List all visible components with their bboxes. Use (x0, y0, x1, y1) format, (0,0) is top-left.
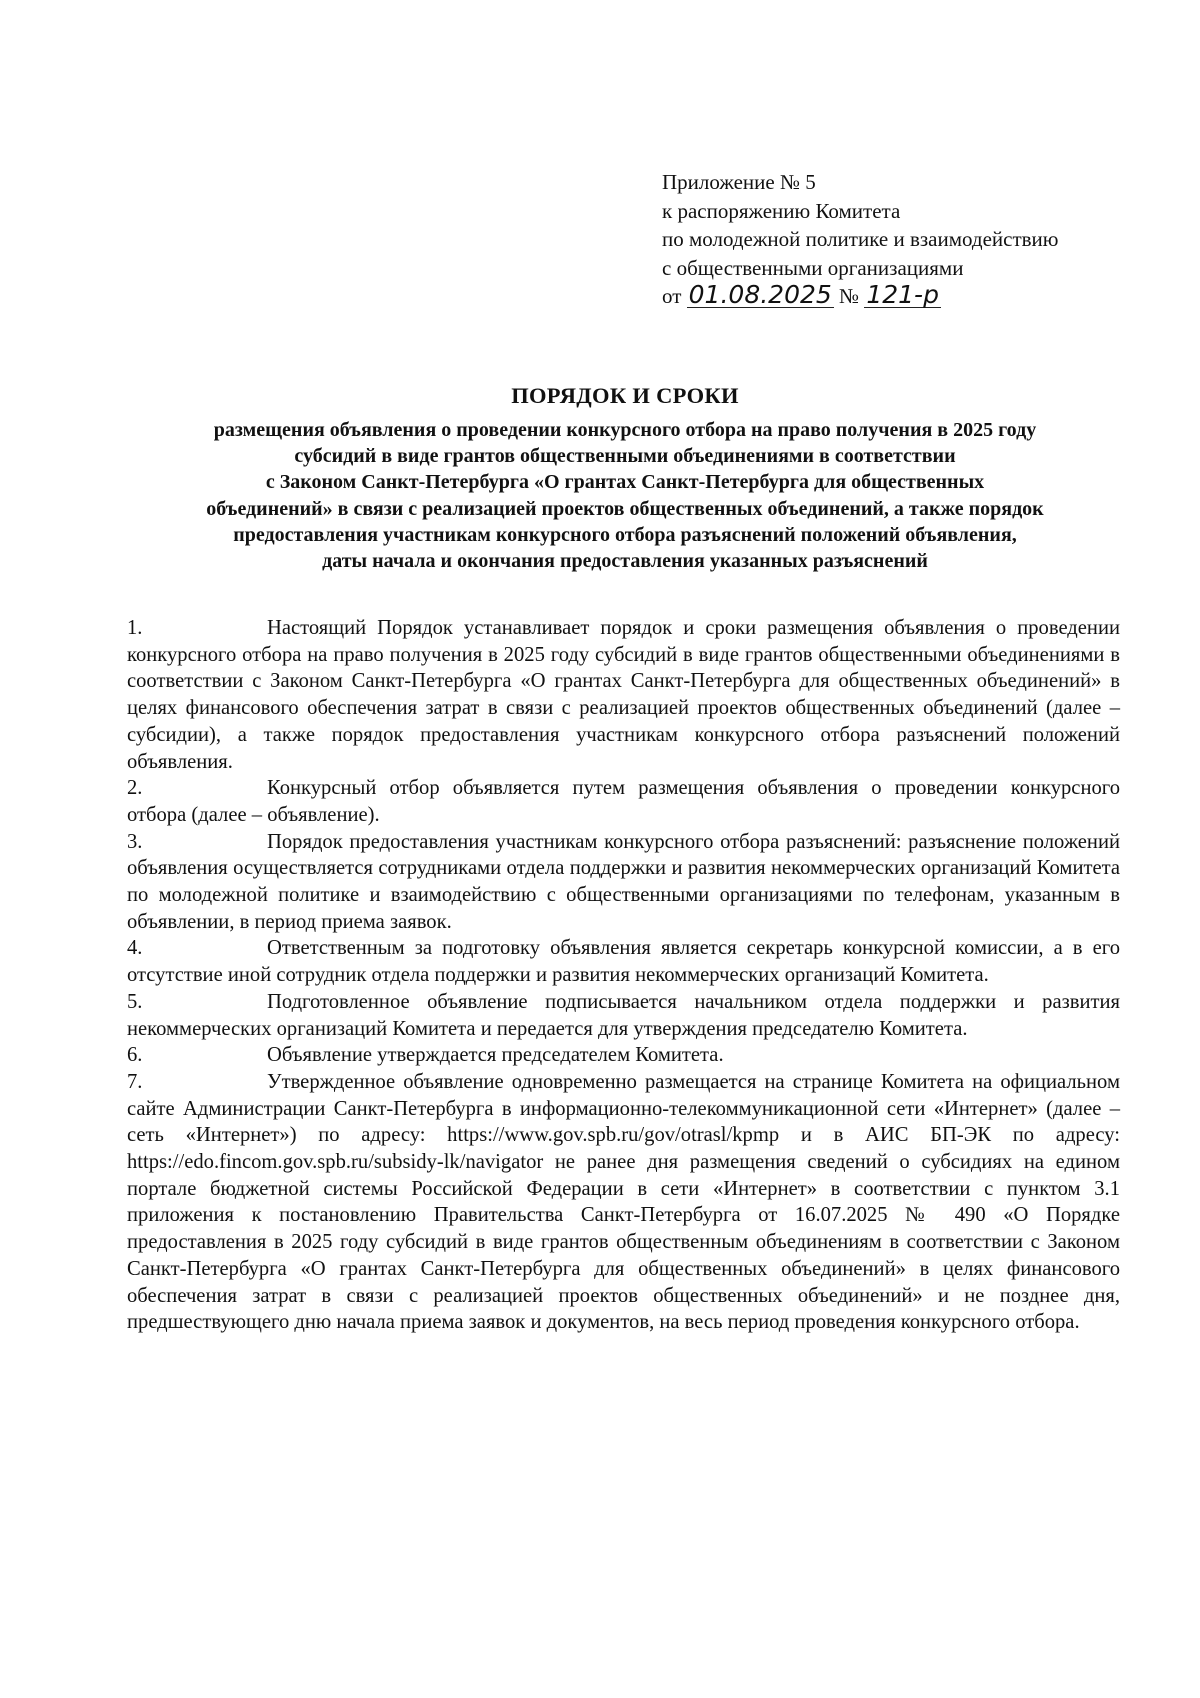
paragraph-number: 6. (127, 1044, 143, 1067)
paragraph-number: 5. (127, 990, 143, 1013)
handwritten-date: 01.08.2025 (688, 280, 832, 309)
annex-line-3: по молодежной политике и взаимодействию (662, 227, 1059, 251)
subtitle-line: предоставления участникам конкурсного отбора разъяснений положений объявления, (233, 523, 1017, 546)
paragraph-number: 7. (127, 1070, 143, 1093)
document-title: ПОРЯДОК И СРОКИ (511, 383, 739, 408)
paragraph (127, 989, 1120, 1042)
subtitle-line: субсидий в виде грантов общественными объединениями в соответствии (294, 445, 956, 468)
document-subtitle (128, 417, 1122, 574)
subtitle-line: размещения объявления о проведении конкурсного отбора на право получения в 2025 году (213, 419, 1037, 441)
paragraph (127, 829, 1120, 936)
number-prefix: № (839, 284, 860, 308)
document-heading (128, 383, 1122, 574)
paragraph-text: Настоящий Порядок устанавливает порядок и сроки размещения объявления о проведении конкурсного отбора на право получения в 2025 году субсидий в виде грантов общественными объединениями в соответствии с Законом Санкт-Петербурга «О грантах Санкт-Петербурга для общественных объединений» в целях финансового обеспечения затрат в связи с реализацией проектов общественных объединений (далее – субсидии), а также порядок предоставления участникам конкурсного отбора разъяснений положений объявления. (127, 617, 1120, 773)
paragraph (127, 935, 1120, 988)
paragraph (127, 1042, 1120, 1069)
paragraph (127, 615, 1120, 775)
paragraph-text: Подготовленное объявление подписывается начальником отдела поддержки и развития некоммерческих организаций Комитета и передается для утверждения председателю Комитета. (127, 990, 1120, 1040)
annex-header (662, 168, 1059, 311)
paragraph-number: 2. (127, 777, 143, 800)
annex-line-2: к распоряжению Комитета (662, 198, 901, 223)
handwritten-number: 121-р (866, 280, 939, 309)
annex-date-line (662, 282, 1059, 311)
paragraph-number: 3. (127, 830, 143, 853)
subtitle-line: даты начала и окончания предоставления указанных разъяснений (322, 550, 928, 573)
paragraph-text: Ответственным за подготовку объявления является секретарь конкурсной комиссии, а в его отсутствие иной сотрудник отдела поддержки и развития некоммерческих организаций Комитета. (127, 937, 1120, 987)
date-prefix: от (662, 284, 682, 308)
subtitle-line: с Законом Санкт-Петербурга «О грантах Санкт-Петербурга для общественных (265, 471, 985, 494)
annex-line-1: Приложение № 5 (662, 170, 816, 194)
paragraph-number: 4. (127, 937, 143, 960)
paragraph-number: 1. (127, 617, 143, 639)
paragraph-text: Объявление утверждается председателем Комитета. (267, 1044, 724, 1067)
annex-line-4: с общественными организациями (662, 255, 964, 280)
paragraph-text: Порядок предоставления участникам конкурсного отбора разъяснений: разъяснение положений объявления осуществляется сотрудниками отдела поддержки и развития некоммерческих организаций Комитета по молодежной политике и взаимодействию с общественными организациями по телефонам, указанным в объявлении, в период приема заявок. (127, 830, 1120, 933)
paragraph-text: Утвержденное объявление одновременно размещается на странице Комитета на официальном сайте Администрации Санкт-Петербурга в информационно-телекоммуникационной сети «Интернет» (далее – сеть «Интернет») по адресу: https://www.gov.spb.ru/gov/otrasl/kpmp и в АИС БП-ЭК по адресу: https://edo.fincom.gov.spb.ru/subsidy-lk/navigator не ранее дня размещения сведений о субсидиях на едином портале бюджетной системы Российской Федерации в сети «Интернет» в соответствии с пунктом 3.1 приложения к постановлению Правительства Санкт-Петербурга от 16.07.2025 № 490 «О Порядке предоставления в 2025 году субсидий в виде грантов общественным объединениям в соответствии с Законом Санкт-Петербурга «О грантах Санкт-Петербурга для общественных объединений» в целях финансового обеспечения затрат в связи с реализацией проектов общественных объединений» и не позднее дня, предшествующего дню начала приема заявок и документов, на весь период проведения конкурсного отбора. (127, 1070, 1120, 1334)
paragraph-text: Конкурсный отбор объявляется путем размещения объявления о проведении конкурсного отбора (далее – объявление). (127, 777, 1120, 826)
document-body (127, 615, 1120, 1336)
paragraph (127, 1069, 1120, 1336)
subtitle-line: объединений» в связи с реализацией проектов общественных объединений, а также порядок (206, 497, 1044, 520)
paragraph (127, 775, 1120, 828)
